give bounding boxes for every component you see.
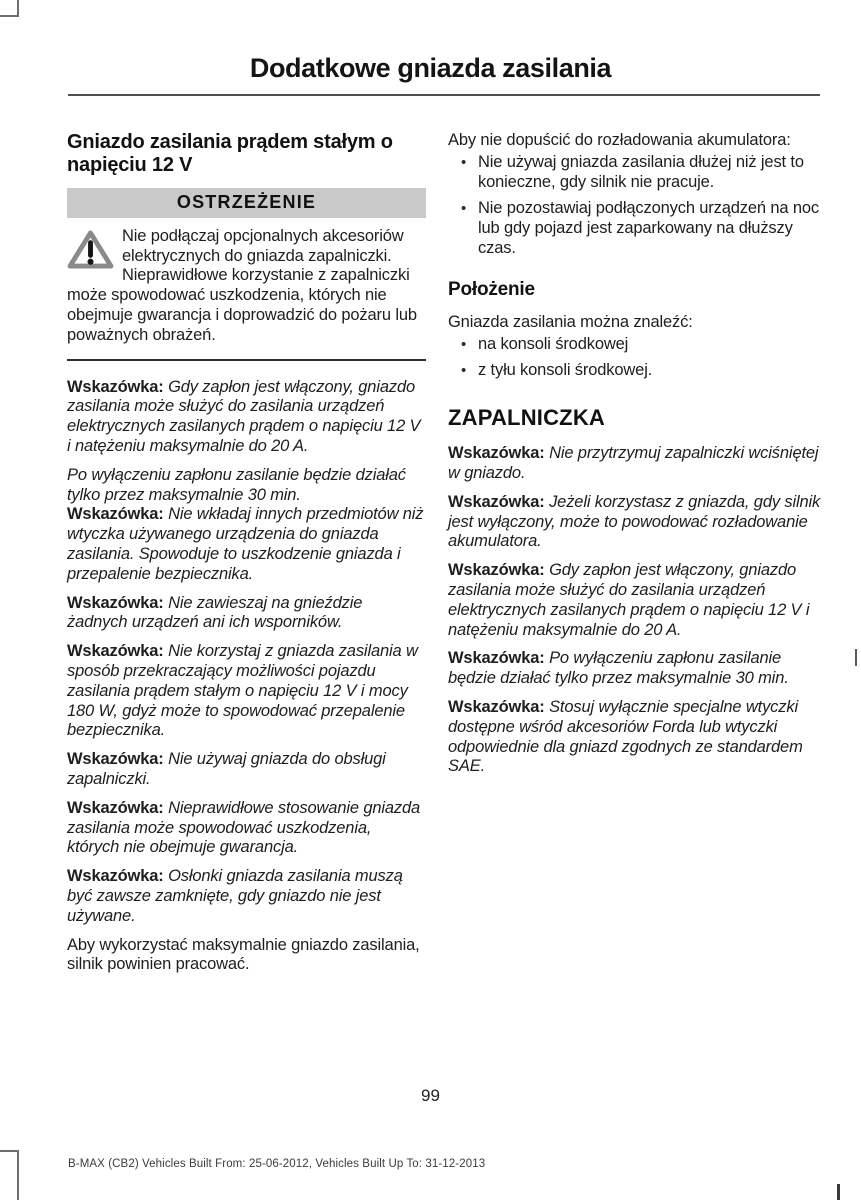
note-text: Stosuj wyłącznie specjalne wtyczki dostępne wśród akcesoriów Forda lub wtyczki odpowiednie dla gniazd zgodnych ze standardem SAE. [448,697,803,776]
crop-mark-top-left [0,15,19,17]
note-text: Nie korzystaj z gniazda zasilania w sposób przekraczający możliwości pojazdu zasilania prądem stałym o napięciu 12 V i mocy 180 W, gdyż może to spowodować przepalenie bezpiecznika. [67,642,418,740]
list-item-text: na konsoli środkowej [478,334,629,353]
note [67,505,426,584]
note-text: Osłonki gniazda zasilania muszą być zawsze zamknięte, gdy gniazdo nie jest używane. [67,867,403,925]
note-label: Wskazówka: [67,750,164,769]
bullet-list [448,153,822,259]
page-number: 99 [421,1086,440,1105]
warning-text: Nie podłączaj opcjonalnych akcesoriów elektrycznych do gniazda zapalniczki. Nieprawidłowe korzystanie z zapalniczki może spowodować uszkodzenia, których nie obejmuje gwarancja i doprowadzić do pożaru lub poważnych obrażeń. [67,226,417,344]
note-label: Wskazówka: [67,642,164,661]
bullet-dot: • [461,362,467,380]
note-label: Wskazówka: [448,649,545,668]
crop-mark-right-edge [855,649,857,666]
note-text: Nie przytrzymuj zapalniczki wciśniętej w gniazdo. [448,444,819,482]
note [448,649,822,689]
note [67,594,426,634]
list-item [448,153,822,193]
section-heading-dc-socket: Gniazdo zasilania prądem stałym o napięciu 12 V [67,131,393,176]
left-column [67,131,426,984]
note-label: Wskazówka: [67,593,164,612]
note-text: Jeżeli korzystasz z gniazda, gdy silnik jest wyłączony, może to powodować rozładowanie akumulatora. [448,492,821,551]
note [67,378,426,457]
paragraph: Aby wykorzystać maksymalnie gniazdo zasilania, silnik powinien pracować. [67,935,420,974]
note-label: Wskazówka: [67,377,164,396]
section-heading-lighter: ZAPALNICZKA [448,405,605,431]
warning-title-bar: OSTRZEŻENIE [67,188,426,218]
paragraph: Aby nie dopuścić do rozładowania akumulatora: [448,131,791,149]
note-text: Nie wkładaj innych przedmiotów niż wtyczka używanego urządzenia do gniazda zasilania. Spowoduje to uszkodzenie gniazda i przepalenie bezpiecznika. [67,505,424,583]
note-label: Wskazówka: [448,444,545,463]
note [67,642,426,741]
note-label: Wskazówka: [67,867,164,886]
footer-build-info: B-MAX (CB2) Vehicles Built From: 25-06-2012, Vehicles Built Up To: 31-12-2013 [68,1158,486,1170]
list-item [448,335,822,355]
note-text: Nie używaj gniazda do obsługi zapalniczki. [67,750,386,788]
note [448,444,822,484]
note-label: Wskazówka: [448,697,545,716]
note-text: Nie zawieszaj na gnieździe żadnych urządzeń ani ich wsporników. [67,593,363,632]
crop-mark-bottom-right [837,1184,840,1200]
page-title: Dodatkowe gniazda zasilania [249,53,612,83]
note [448,561,822,640]
list-item-text: Nie używaj gniazda zasilania dłużej niż jest to konieczne, gdy silnik nie pracuje. [478,152,804,191]
warning-body [67,227,426,361]
crop-mark-top-left [17,0,19,16]
note-text: Gdy zapłon jest włączony, gniazdo zasilania może służyć do zasilania urządzeń elektrycznych zasilanych prądem o napięciu 12 V i natężeniu maksymalnie do 20 A. [67,377,421,455]
crop-mark-bottom-left [0,1150,19,1152]
paragraph: Po wyłączeniu zapłonu zasilanie będzie działać tylko przez maksymalnie 30 min. [67,465,406,504]
section-heading-location: Położenie [448,278,535,300]
list-item [448,361,822,381]
list-item-text: z tyłu konsoli środkowej. [478,361,653,380]
bullet-list [448,335,822,382]
crop-mark-bottom-left [17,1150,19,1200]
bullet-dot: • [461,335,467,353]
note [67,867,426,926]
list-item [448,199,822,258]
right-column [448,131,822,786]
bullet-dot: • [461,200,467,218]
note-text: Nieprawidłowe stosowanie gniazda zasilania może spowodować uszkodzenia, których nie obejmuje gwarancja. [67,798,421,857]
note-label: Wskazówka: [67,505,164,524]
note-text: Po wyłączeniu zapłonu zasilanie będzie działać tylko przez maksymalnie 30 min. [448,649,789,688]
note-label: Wskazówka: [67,798,164,817]
note-text: Gdy zapłon jest włączony, gniazdo zasilania może służyć do zasilania urządzeń elektrycznych zasilanych prądem o napięciu 12 V i natężeniu maksymalnie do 20 A. [448,561,810,639]
note [448,493,822,552]
note-label: Wskazówka: [448,561,545,580]
note-label: Wskazówka: [448,492,545,511]
paragraph: Gniazda zasilania można znaleźć: [448,312,693,331]
bullet-dot: • [461,153,467,171]
warning-triangle-icon [67,229,114,270]
note [448,698,822,777]
title-divider [68,94,820,96]
note [67,799,426,858]
note [67,750,426,790]
list-item-text: Nie pozostawiaj podłączonych urządzeń na noc lub gdy pojazd jest zaparkowany na dłuższy czas. [478,199,820,257]
